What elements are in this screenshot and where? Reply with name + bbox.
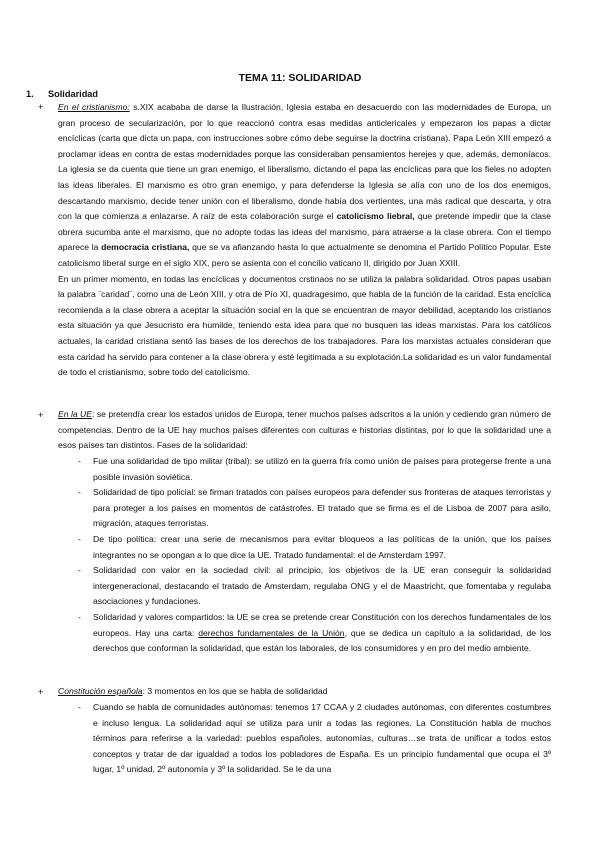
cristianismo-paragraph-2: En un primer momento, en todas las encíclicas y documentos crstinaos no se utiliza la palabra solidaridad. Otros papas usaban la palabra ¨caridad¨, como una de León XIII, y otra de Pío XI, quadragesimo, que habla de la función de la caridad. Esta encíclica recomienda a la clase obrera a aceptar la situación social en la que se encuentran de mayor debilidad, aceptando los cristianos esta situación ya que Jesucristo era humilde, teniendo esta idea para que no busquen las ideas marxistas. Para los católicos actuales, la caridad cristiana sentó las bases de los derechos de los trabajadores. Para los marxistas actuales consideran que esta caridad ha servido para contener a la clase obrera y esté legitimada a su explotación.La solidaridad es un valor fundamental de todo el cristianismo, sobre todo del catolicismo. <box>58 273 551 378</box>
list-item <box>78 700 551 778</box>
list-item-text: Solidaridad con valor en la sociedad civil: al principio, los objetivos de la UE eran conseguir la solidaridad intergeneracional, destacando el tratado de Amsterdam, regulaba ONG y el de Maastricht, que fomentaba y regulaba asociaciones y fundaciones. <box>93 565 551 607</box>
cristianismo-text-b: que pretende impedir que la clase obrera sucumba ante el marxismo, que no adopte todas las ideas del marxismo, para atraerse a la clase obrera. Con el tiempo aparece la <box>58 211 551 253</box>
list-item <box>78 485 551 532</box>
ue-phases-list <box>78 454 552 657</box>
list-item-text: Solidaridad de tipo policial: se firman tratados con países europeos para defender sus fronteras de ataques terroristas y para proteger a los países en momentos de catástrofes. El tratado que se firma es el de Lisboa de 2007 para asilo, migración, ataques terroristas. <box>93 487 551 529</box>
list-item <box>78 454 551 485</box>
section-label: Solidaridad <box>48 89 99 99</box>
cristianismo-heading: En el cristianismo: <box>58 102 130 112</box>
list-item <box>78 563 551 610</box>
bullet-constitucion: + <box>38 687 44 697</box>
cristianismo-block <box>58 100 551 381</box>
list-item-text: Fue una solidaridad de tipo militar (tribal): se utilizó en la guerra fría como unión de países para protegerse frente a una posible invasión soviética. <box>93 456 551 482</box>
constitucion-intro-text: : 3 momentos en los que se habla de solidaridad <box>142 686 328 696</box>
dash-marker: - <box>78 702 81 712</box>
list-item-text: Solidaridad y valores compartidos: la UE se crea se pretende crear Constitución con los derechos fundamentales de los europeos. Hay una carta: <box>93 611 551 638</box>
list-item <box>78 532 551 563</box>
ue-heading: En la UE <box>58 409 92 419</box>
cristianismo-text-c: que se va afianzando hasta lo que actualmente se denomina el Partido Político Popular. Este catolicismo liberal surge en el siglo XIX, pero se asienta con el concilio vaticano II, dirigido por Juan XXIII. <box>58 242 551 268</box>
page-title: TEMA 11: SOLIDARIDAD <box>238 72 362 84</box>
dash-marker: - <box>78 611 81 622</box>
constitucion-list <box>78 700 551 778</box>
bullet-ue: + <box>38 410 44 420</box>
list-item <box>78 610 552 657</box>
dash-marker: - <box>78 456 81 466</box>
dash-marker: - <box>78 487 81 498</box>
constitucion-heading: Constitución española <box>58 686 143 696</box>
carta-derechos-link[interactable]: derechos fundamentales de la Unión <box>198 627 345 638</box>
ue-intro <box>58 407 551 454</box>
democracia-cristiana-term: democracia cristiana, <box>101 242 190 253</box>
dash-marker: - <box>78 533 81 544</box>
ue-intro-text: : se pretendía crear los estados unidos de Europa, tener muchos países adscritos a la unión y cediendo gran número de competencias. Dentro de la UE hay muchos países diferentes con culturas e historias distintas, por lo que la solidaridad une a esos países tan distintos. Fases de la solidaridad: <box>58 409 551 451</box>
constitucion-block <box>58 684 551 700</box>
dash-marker: - <box>78 565 81 576</box>
constitucion-intro <box>58 684 551 700</box>
cristianismo-paragraph-1 <box>58 100 551 272</box>
list-item-text-end: , que se dedica un capítulo a la solidaridad, de los derechos que conforman la solidaridad, que están los laborales, de los consumidores y en pro del medio ambiente. <box>93 627 552 654</box>
ue-block <box>58 407 551 454</box>
bullet-cristianismo: + <box>38 102 44 112</box>
list-item-text: De tipo política: crear una serie de mecanismos para evitar bloqueos a las políticas de la unión, que los países integrantes no se opongan a lo que dice la UE. Tratado fundamental: el de Amsterdam 1997. <box>93 533 551 560</box>
section-heading <box>26 89 98 99</box>
list-item-text: Cuando se habla de comunidades autónomas: tenemos 17 CCAA y 2 ciudades autónomas, con diferentes costumbres e incluso lengua. La solidaridad aquí se utiliza para unir a todas las regiones. La Constitución habla de muchos términos para referirse a la variedad: pueblos españoles, autonomías, culturas…se trata de unificar a todos estos conceptos y tratar de dar igualdad a todos los pobladores de España. Es un principio fundamental que ocupa el 3º lugar, 1º unidad, 2º autonomía y 3º la solidaridad. Se le da una <box>93 702 551 775</box>
catolicismo-liberal-term: catolicismo liebral, <box>336 211 415 222</box>
cristianismo-text-a: s.XIX acababa de darse la Ilustración, Iglesia estaba en desacuerdo con las modernidades de Europa, un gran proceso de secularización, por lo que reaccionó contra esas medidas anticlericales y empezaron los papas a dictar encíclicas (carta que dicta un papa, con instrucciones sobre cómo debe seguirse la doctrina cristiana). Papa León XIII empezó a proclamar ideas en contra de estas modernidades porque las consideraban pensamientos herejes y que, además, demoníacos. La iglesia se da cuenta que tiene un gran enemigo, el liberalismo, dictando el papa las encíclicas para que los fieles no adopten las ideas liberales. El marxismo es otro gran enemigo, y para defenderse la Iglesia se alía con uno de los dos enemigos, descartando marxismo, decide tener unión con el liberalismo, donde había dos vertientes, una más radical que descarta, y otra con la que comienza a enlazarse. A raíz de esta colaboración surge el <box>58 102 551 222</box>
section-number: 1. <box>26 89 34 99</box>
